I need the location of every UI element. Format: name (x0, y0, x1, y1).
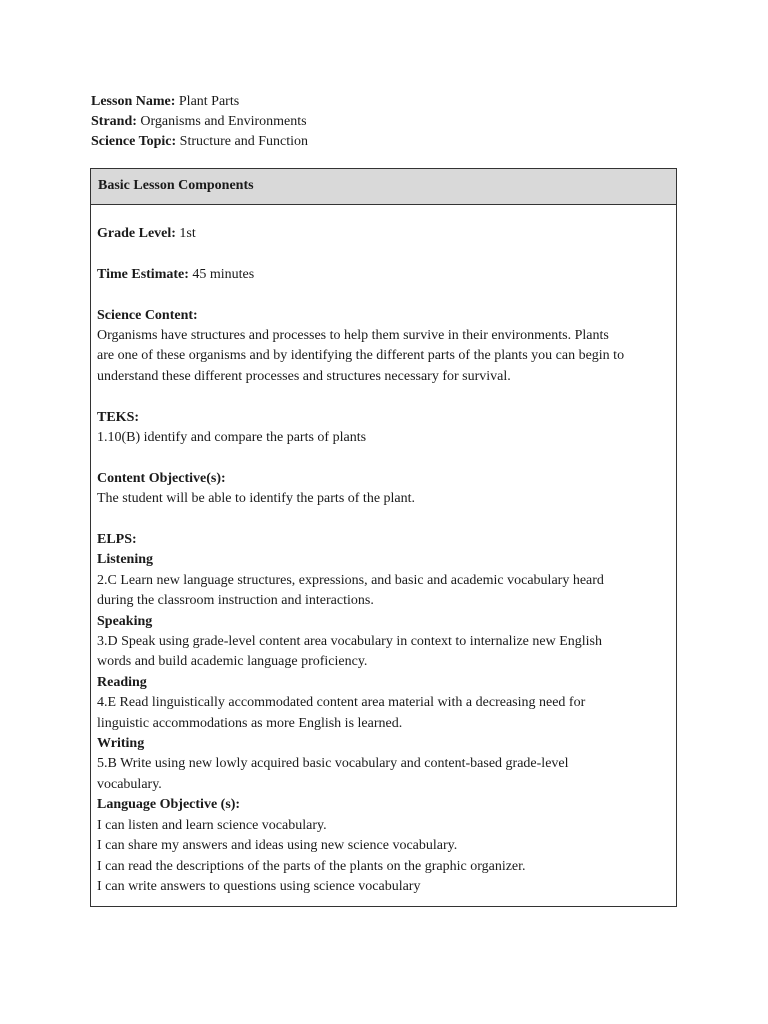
language-objective-line: I can listen and learn science vocabulary. (97, 817, 327, 833)
table-body (91, 205, 676, 897)
teks-label: TEKS: (97, 409, 140, 425)
time-estimate (97, 265, 670, 285)
listening-label: Listening (97, 552, 154, 568)
content-objectives (97, 469, 670, 510)
grade-level-label: Grade Level: (97, 226, 176, 241)
reading-label: Reading (97, 674, 147, 690)
science-content (97, 306, 670, 388)
science-topic-row (91, 132, 308, 152)
language-objective-line: I can write answers to questions using science vocabulary (97, 878, 421, 894)
teks (97, 408, 670, 449)
listening-line: 2.C Learn new language structures, expressions, and basic and academic vocabulary heard (97, 572, 604, 588)
science-content-line: are one of these organisms and by identifying the different parts of the plants you can begin to (97, 348, 625, 364)
time-estimate-value: 45 minutes (192, 266, 255, 282)
science-topic-value: Structure and Function (179, 134, 308, 149)
writing-line: 5.B Write using new lowly acquired basic vocabulary and content-based grade-level (97, 756, 569, 772)
strand-value: Organisms and Environments (140, 114, 307, 129)
reading-line: linguistic accommodations as more English is learned. (97, 715, 403, 731)
elps (97, 530, 670, 897)
grade-level-value: 1st (179, 226, 196, 241)
language-objective-line: I can read the descriptions of the parts of the plants on the graphic organizer. (97, 858, 526, 874)
lesson-components-table (90, 168, 677, 907)
speaking-line: words and build academic language proficiency. (97, 654, 368, 670)
language-objective-label: Language Objective (s): (97, 797, 241, 813)
content-objectives-label: Content Objective(s): (97, 470, 226, 486)
science-content-label: Science Content: (97, 307, 198, 323)
lesson-name-value: Plant Parts (178, 94, 240, 109)
time-estimate-label: Time Estimate: (97, 266, 189, 282)
strand-row (91, 112, 308, 132)
lesson-header (91, 92, 308, 152)
speaking-line: 3.D Speak using grade-level content area vocabulary in context to internalize new English (97, 634, 602, 650)
grade-level (97, 224, 670, 244)
language-objective-line: I can share my answers and ideas using new science vocabulary. (97, 838, 458, 854)
writing-label: Writing (97, 736, 145, 752)
speaking-label: Speaking (97, 613, 153, 629)
lesson-name-label: Lesson Name: (91, 94, 176, 109)
table-header: Basic Lesson Components (91, 169, 676, 205)
lesson-name-row (91, 92, 308, 112)
science-topic-label: Science Topic: (91, 134, 177, 149)
strand-label: Strand: (91, 114, 137, 129)
science-content-line: understand these different processes and structures necessary for survival. (97, 368, 511, 384)
science-content-line: Organisms have structures and processes to help them survive in their environments. Plants (97, 328, 609, 343)
reading-line: 4.E Read linguistically accommodated content area material with a decreasing need for (97, 695, 586, 711)
teks-value: 1.10(B) identify and compare the parts of plants (97, 430, 367, 446)
writing-line: vocabulary. (97, 776, 162, 792)
listening-line: during the classroom instruction and interactions. (97, 593, 374, 609)
content-objectives-value: The student will be able to identify the parts of the plant. (97, 491, 416, 507)
elps-label: ELPS: (97, 532, 137, 548)
